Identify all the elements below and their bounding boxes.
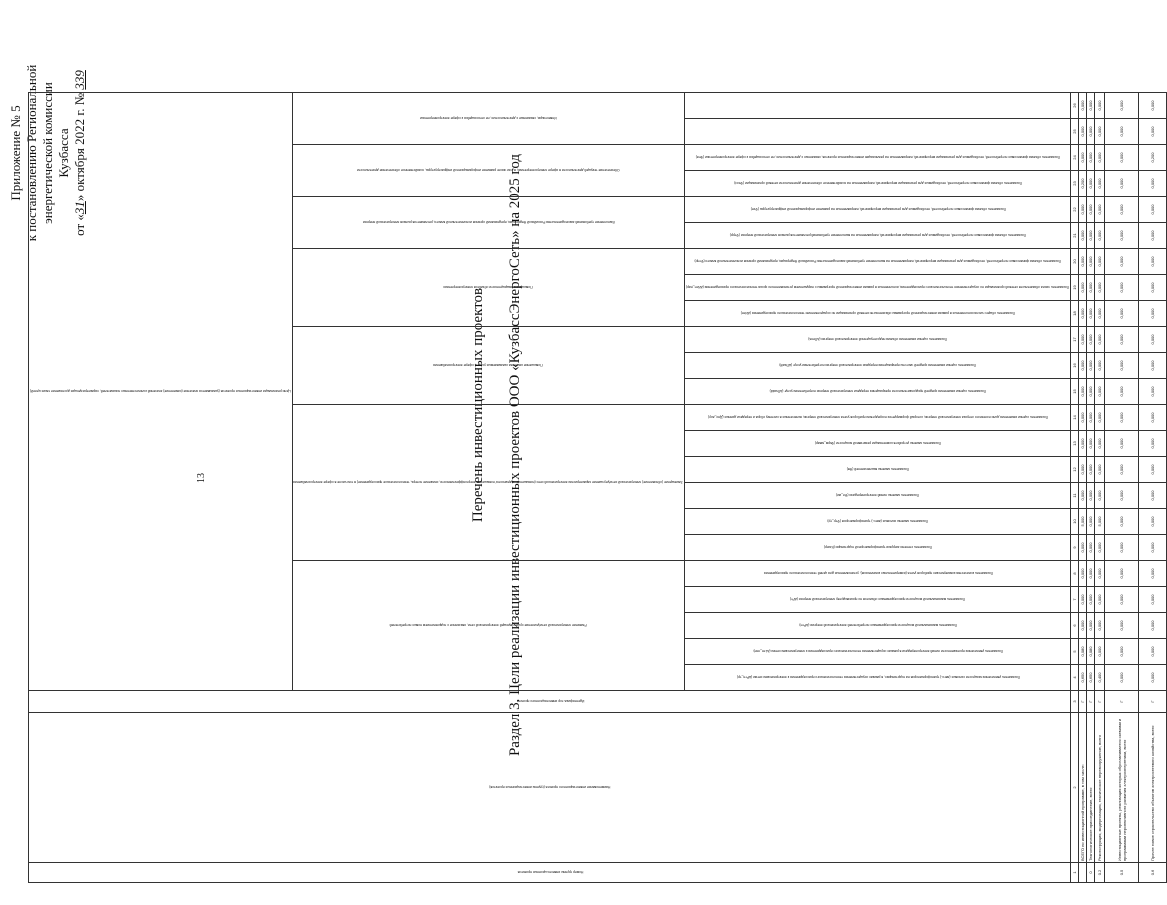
value-cell: 0,000 xyxy=(1079,535,1087,561)
header-indicator: Показатель степени загрузки трансформаторной подстанции (Кзагр) xyxy=(685,535,1071,561)
value-cell: 0,000 xyxy=(1087,145,1095,171)
value-cell: 0,000 xyxy=(1087,93,1095,119)
row-number-cell xyxy=(1079,863,1087,883)
header-indicator: Показатель максимальной мощности присоединяемых объектов по производству электрической энергии (∆Pг) xyxy=(685,587,1071,613)
section-title: Раздел 3. Цели реализации инвестиционных проектов ООО «КузбассЭнергоСеть» на 2025 год xyxy=(507,153,523,757)
header-indicator: Показатель замены устройств компенсации реактивной мощности (Фкрм_мвар) xyxy=(685,431,1071,457)
column-index-cell: 12 xyxy=(1071,457,1079,483)
header-group-other: Инвестиции, связанные с деятельностью, не относящейся к сфере электроэнергетики xyxy=(292,93,685,145)
value-cell: 0,000 xyxy=(1105,405,1139,431)
value-cell: 0,000 xyxy=(1105,171,1139,197)
value-cell: 0,000 xyxy=(1095,457,1105,483)
column-index-cell: 10 xyxy=(1071,509,1079,535)
header-indicator: Показатель количества коммерческих приборов учета (измерительных комплексов), установленных для целей технологического присоединения xyxy=(685,561,1071,587)
value-cell: 0,000 xyxy=(1079,587,1087,613)
header-indicator: Показатель объема финансовых потребностей, необходимых для реализации мероприятий, направленных на выполнение требований регламентов рынков электрической энергии (Фтрр) xyxy=(685,223,1071,249)
value-cell: 0,000 xyxy=(1095,145,1105,171)
value-cell: 0,000 xyxy=(1087,327,1095,353)
row-id-cell: Г xyxy=(1139,691,1167,713)
value-cell: 0,000 xyxy=(1105,327,1139,353)
value-cell: 0,000 xyxy=(1139,171,1167,197)
value-cell: 0,000 xyxy=(1087,379,1095,405)
header-indicator: Показатель оценки изменения средней продолжительности прекращения передачи электрической энергии потребителям услуг (∆Пsaidi) xyxy=(685,379,1071,405)
value-cell: 0,000 xyxy=(1139,405,1167,431)
table-row xyxy=(1139,93,1167,883)
appendix-date-mid: » октября 2022 г. № xyxy=(72,92,87,202)
goals-table xyxy=(28,92,1167,883)
row-number-cell: 0.5 xyxy=(1105,863,1139,883)
value-cell: 0,000 xyxy=(1105,249,1139,275)
column-index-cell: 23 xyxy=(1071,171,1079,197)
value-cell: 0,000 xyxy=(1139,275,1167,301)
value-cell: 0,000 xyxy=(1105,561,1139,587)
header-indicator: Показатель объема финансовых потребностей, необходимых для реализации мероприятий, направленных на развитие информационной инфраструктуры (Фит) xyxy=(685,197,1071,223)
value-cell: 0,000 xyxy=(1105,665,1139,691)
value-cell: 0,000 xyxy=(1079,483,1087,509)
value-cell: 0,000 xyxy=(1095,301,1105,327)
header-indicator: Показатель замены выключателей (Фв) xyxy=(685,457,1071,483)
row-name-cell: Прочее новое строительство объектов электросетевого хозяйства, всего xyxy=(1139,713,1167,863)
column-index-cell: 17 xyxy=(1071,327,1079,353)
header-group-development: Развитие электрической сети/усиление существующей электрической сети, связанное с подключением новых потребителей xyxy=(292,561,685,691)
value-cell: 0,000 xyxy=(1079,613,1087,639)
value-cell: 0,000 xyxy=(1095,327,1105,353)
value-cell: 0,000 xyxy=(1139,665,1167,691)
column-index-cell: 8 xyxy=(1071,561,1079,587)
header-indicator: Показатель замены силовых (авто-) трансформаторов (Фтр_тр) xyxy=(685,509,1071,535)
value-cell: 0,000 xyxy=(1087,197,1095,223)
column-index-cell: 18 xyxy=(1071,301,1079,327)
header-indicator: Показатель объема финансовых потребностей, необходимых для реализации мероприятий, направленных на реализацию инвестиционных проектов, связанных с деятельностью, не относящейся к сфере электроэнергетики (Фнэ) xyxy=(685,145,1071,171)
header-indicator: Показатель увеличения мощности силовых (авто-) трансформаторов на подстанциях, в рамках осуществления технологического присоединения к электрическим сетям (∆Pтп_тр) xyxy=(685,665,1071,691)
value-cell: 0,000 xyxy=(1079,249,1087,275)
header-group-replacement: Замещение (обновление) электрической сети/улучшение характеристик электрической сети (повышение надежности/ повышение энергоэффективности, снижение потерь, технологическое присоединение) в том числе в сфере электроснабжения xyxy=(292,405,685,561)
value-cell: 0,000 xyxy=(1139,613,1167,639)
value-cell: 5,000 xyxy=(1095,509,1105,535)
value-cell: 5,000 xyxy=(1079,509,1087,535)
value-cell: 0,000 xyxy=(1079,379,1087,405)
table-row xyxy=(1095,93,1105,883)
value-cell: 0,000 xyxy=(1105,223,1139,249)
value-cell: 0,000 xyxy=(1139,119,1167,145)
column-index-cell: 14 xyxy=(1071,405,1079,431)
value-cell: 0,000 xyxy=(1087,483,1095,509)
value-cell: 0,000 xyxy=(1087,301,1095,327)
value-cell: 0,650 xyxy=(1079,665,1087,691)
header-group-law: Выполнение требований законодательства Российской Федерации, предписаний органов исполнительной власти, регламентов рынков электрической энергии xyxy=(292,197,685,249)
value-cell: 0,000 xyxy=(1095,197,1105,223)
value-cell: 0,000 xyxy=(1105,639,1139,665)
header-indicator: Показатель максимальной мощности присоединяемых потребителей электрической энергии (∆Pтп) xyxy=(685,613,1071,639)
value-cell: 0,000 xyxy=(1087,535,1095,561)
appendix-line-3: энергетической комиссии xyxy=(40,82,55,224)
value-cell: 0,080 xyxy=(1087,639,1095,665)
row-name-cell: Инвестиционные проекты, реализация которых обуславливается схемами и программами перспективного развития электроэнергетики, всего xyxy=(1105,713,1139,863)
row-id-cell: Г xyxy=(1087,691,1095,713)
value-cell: 0,000 xyxy=(1105,457,1139,483)
value-cell: 0,000 xyxy=(1139,431,1167,457)
column-index-cell: 6 xyxy=(1071,613,1079,639)
table-row xyxy=(1087,93,1095,883)
value-cell: 0,000 xyxy=(1087,353,1095,379)
value-cell: 0,000 xyxy=(1095,93,1105,119)
row-id-cell: Г xyxy=(1105,691,1139,713)
row-name-cell: ВСЕГО по инвестиционной программе, в том числе: xyxy=(1079,713,1087,863)
row-name-cell: Технологическое присоединение, всего xyxy=(1087,713,1095,863)
value-cell: 0,000 xyxy=(1095,171,1105,197)
value-cell: 0,000 xyxy=(1079,405,1087,431)
header-project-id: Идентифика-тор инвестиционного проекта xyxy=(29,691,1071,713)
value-cell: 0,000 xyxy=(1139,379,1167,405)
value-cell: 0,000 xyxy=(1105,613,1139,639)
value-cell: 0,000 xyxy=(1105,197,1139,223)
value-cell: 0,000 xyxy=(1087,587,1095,613)
row-name-cell: Реконструкция, модернизация, техническое перевооружение, всего xyxy=(1095,713,1105,863)
value-cell: 0,000 xyxy=(1087,613,1095,639)
appendix-line-2: к постановлению Региональной xyxy=(24,64,39,242)
value-cell: 0,000 xyxy=(1139,509,1167,535)
row-id-cell: Г xyxy=(1079,691,1087,713)
value-cell: 0,000 xyxy=(1087,275,1095,301)
value-cell: 0,000 xyxy=(1105,379,1139,405)
value-cell: 0,000 xyxy=(1105,119,1139,145)
row-number-cell: 0.2 xyxy=(1095,863,1105,883)
column-index-cell: 5 xyxy=(1071,639,1079,665)
appendix-number: 339 xyxy=(72,70,87,90)
value-cell: 0,000 xyxy=(1087,171,1095,197)
value-cell: 0,000 xyxy=(1105,535,1139,561)
value-cell: 0,000 xyxy=(1095,405,1105,431)
value-cell: 0,000 xyxy=(1139,93,1167,119)
value-cell: 0,000 xyxy=(1095,561,1105,587)
value-cell: 0,000 xyxy=(1139,561,1167,587)
value-cell: 0,000 xyxy=(1139,483,1167,509)
appendix-line-4: Кузбасса xyxy=(56,128,71,178)
value-cell: 0,000 xyxy=(1087,405,1095,431)
value-cell: 0,000 xyxy=(1087,457,1095,483)
header-indicator: Показатель объема финансовых потребностей, необходимых для реализации мероприятий, направленных на выполнение требований законодательства Российской Федерации, предписаний органов исполнительной власти (Фтнр) xyxy=(685,249,1071,275)
value-cell: 0,000 xyxy=(1139,301,1167,327)
table-row xyxy=(1079,93,1087,883)
column-index-cell: 15 xyxy=(1071,379,1079,405)
value-cell: 0,000 xyxy=(1139,535,1167,561)
document-title: Перечень инвестиционных проектов xyxy=(470,287,486,523)
value-cell: 0,000 xyxy=(1095,379,1105,405)
value-cell: 0,000 xyxy=(1105,587,1139,613)
value-cell: 0,000 xyxy=(1087,223,1095,249)
value-cell: 0,000 xyxy=(1079,119,1087,145)
column-index-cell: 19 xyxy=(1071,275,1079,301)
column-index-cell: 1 xyxy=(1071,863,1079,883)
column-index-cell: 25 xyxy=(1071,119,1079,145)
value-cell: 0,650 xyxy=(1087,665,1095,691)
header-indicator: Показатель оценки изменения доли полезного отпуска электрической энергии, который формируется посредством приборов учета электрической энергии, включенных в систему сбора и передачи данных (Дпо_асу) xyxy=(685,405,1071,431)
header-indicator: Показатель оценки изменения объема недоотпущенной электрической энергии (∆Пens) xyxy=(685,327,1071,353)
value-cell: 0,000 xyxy=(1139,197,1167,223)
column-index-cell: 20 xyxy=(1071,249,1079,275)
header-group-quality: Повышение качества оказываемых услуг в сфере электроснабжения xyxy=(292,327,685,405)
header-group-current: Обеспечение текущей деятельности в сфере электроэнергетики, в том числе развитие информационной инфраструктуры, хозяйственное обеспечение деятельности xyxy=(292,145,685,197)
column-index-cell: 21 xyxy=(1071,223,1079,249)
value-cell: 0,000 xyxy=(1079,275,1087,301)
value-cell: 0,000 xyxy=(1105,275,1139,301)
value-cell: 0,000 xyxy=(1139,587,1167,613)
value-cell: 0,000 xyxy=(1105,93,1139,119)
value-cell: 0,000 xyxy=(1139,353,1167,379)
column-index-cell: 11 xyxy=(1071,483,1079,509)
value-cell: 0,200 xyxy=(1079,171,1087,197)
value-cell: 0,000 xyxy=(1095,223,1105,249)
table-row xyxy=(1105,93,1139,883)
column-index-cell: 2 xyxy=(1071,713,1079,863)
column-index-cell: 16 xyxy=(1071,353,1079,379)
value-cell: 0,000 xyxy=(1087,119,1095,145)
value-cell: 0,000 xyxy=(1105,301,1139,327)
value-cell: 0,000 xyxy=(1087,431,1095,457)
value-cell: 0,000 xyxy=(1105,353,1139,379)
value-cell: 0,000 xyxy=(1079,223,1087,249)
appendix-day: 31 xyxy=(72,201,87,215)
header-indicator: Показатель объема финансовых потребностей, необходимых для реализации мероприятий, направленных на хозяйственное обеспечение деятельности сетевой организации (Фхоз) xyxy=(685,171,1071,197)
header-indicator-empty xyxy=(685,119,1071,145)
value-cell: 0,000 xyxy=(1079,197,1087,223)
row-number-cell: 0 xyxy=(1087,863,1095,883)
column-index-cell: 7 xyxy=(1071,587,1079,613)
column-index-cell: 26 xyxy=(1071,93,1079,119)
row-number-cell: 0.6 xyxy=(1139,863,1167,883)
header-indicator: Показатель оценки изменения средней частоты прекращения передачи электрической энергии потребителям услуг (∆Пsaifi) xyxy=(685,353,1071,379)
header-indicator: Показатель числа обязательств сетевой организации по осуществлению технологического присоединения, исполненных в рамках инвестиционной программы с нарушением установленного срока технологического присоединения (∆Nтп_нар) xyxy=(685,275,1071,301)
appendix-date-prefix: от « xyxy=(72,214,87,236)
column-index-cell: 24 xyxy=(1071,145,1079,171)
value-cell: 0,000 xyxy=(1079,457,1087,483)
value-cell: 0,000 xyxy=(1079,145,1087,171)
column-index-cell: 4 xyxy=(1071,665,1079,691)
appendix-line-1: Приложение № 5 xyxy=(8,105,23,201)
value-cell: 0,000 xyxy=(1087,561,1095,587)
header-group-number: Номер группы инвести-ционных проектов xyxy=(29,863,1071,883)
value-cell: 0,000 xyxy=(1095,353,1105,379)
value-cell: 0,080 xyxy=(1079,639,1087,665)
value-cell: 0,000 xyxy=(1095,639,1105,665)
value-cell: 0,000 xyxy=(1087,249,1095,275)
value-cell: 0,000 xyxy=(1095,587,1105,613)
value-cell: 0,000 xyxy=(1095,119,1105,145)
value-cell: 0,000 xyxy=(1105,483,1139,509)
value-cell: 0,000 xyxy=(1105,431,1139,457)
value-cell: 0,000 xyxy=(1095,249,1105,275)
header-indicator: Показатель замены линий электропередачи (Фл_км) xyxy=(685,483,1071,509)
value-cell: 0,000 xyxy=(1105,509,1139,535)
header-indicator: Показатель увеличения протяженности линий электропередачи в рамках осуществления технологического присоединения к электрическим сетям (∆Lтп_лэп) xyxy=(685,639,1071,665)
value-cell: 0,000 xyxy=(1139,223,1167,249)
value-cell: 0,000 xyxy=(1139,457,1167,483)
value-cell: 0,000 xyxy=(1087,509,1095,535)
column-index-cell: 22 xyxy=(1071,197,1079,223)
column-index-cell: 13 xyxy=(1071,431,1079,457)
value-cell: 0,000 xyxy=(1139,639,1167,665)
header-project-name: Наименование инвестиционного проекта (группы инвестиционных проектов) xyxy=(29,713,1071,863)
value-cell: 0,000 xyxy=(1079,353,1087,379)
page-number: 13 xyxy=(196,473,207,483)
value-cell: 0,000 xyxy=(1079,327,1087,353)
value-cell: 0,000 xyxy=(1105,145,1139,171)
header-indicator: Показатель общего числа исполненных в рамках инвестиционной программы обязательств сетевой организации по осуществлению технологического присоединения (∆Nтп) xyxy=(685,301,1071,327)
value-cell: 0,000 xyxy=(1095,613,1105,639)
header-indicator-empty xyxy=(685,93,1071,119)
value-cell: 0,000 xyxy=(1079,301,1087,327)
column-index-cell: 9 xyxy=(1071,535,1079,561)
header-goals: Цели реализации инвестиционных проектов (указывается значение (изменение) значений количественных показателей, характеризующих достижение таких целей) xyxy=(29,93,293,691)
value-cell: 0,200 xyxy=(1139,145,1167,171)
value-cell: 0,000 xyxy=(1079,93,1087,119)
value-cell: 0,000 xyxy=(1095,483,1105,509)
column-index-cell: 3 xyxy=(1071,691,1079,713)
value-cell: 0,000 xyxy=(1079,561,1087,587)
value-cell: 0,000 xyxy=(1095,535,1105,561)
value-cell: 0,000 xyxy=(1095,431,1105,457)
header-group-protection: Повышение защищенности объектов электроэнергетики xyxy=(292,249,685,327)
value-cell: 0,400 xyxy=(1095,665,1105,691)
row-id-cell: Г xyxy=(1095,691,1105,713)
value-cell: 0,000 xyxy=(1095,275,1105,301)
value-cell: 0,000 xyxy=(1139,249,1167,275)
value-cell: 0,000 xyxy=(1139,327,1167,353)
value-cell: 0,000 xyxy=(1079,431,1087,457)
